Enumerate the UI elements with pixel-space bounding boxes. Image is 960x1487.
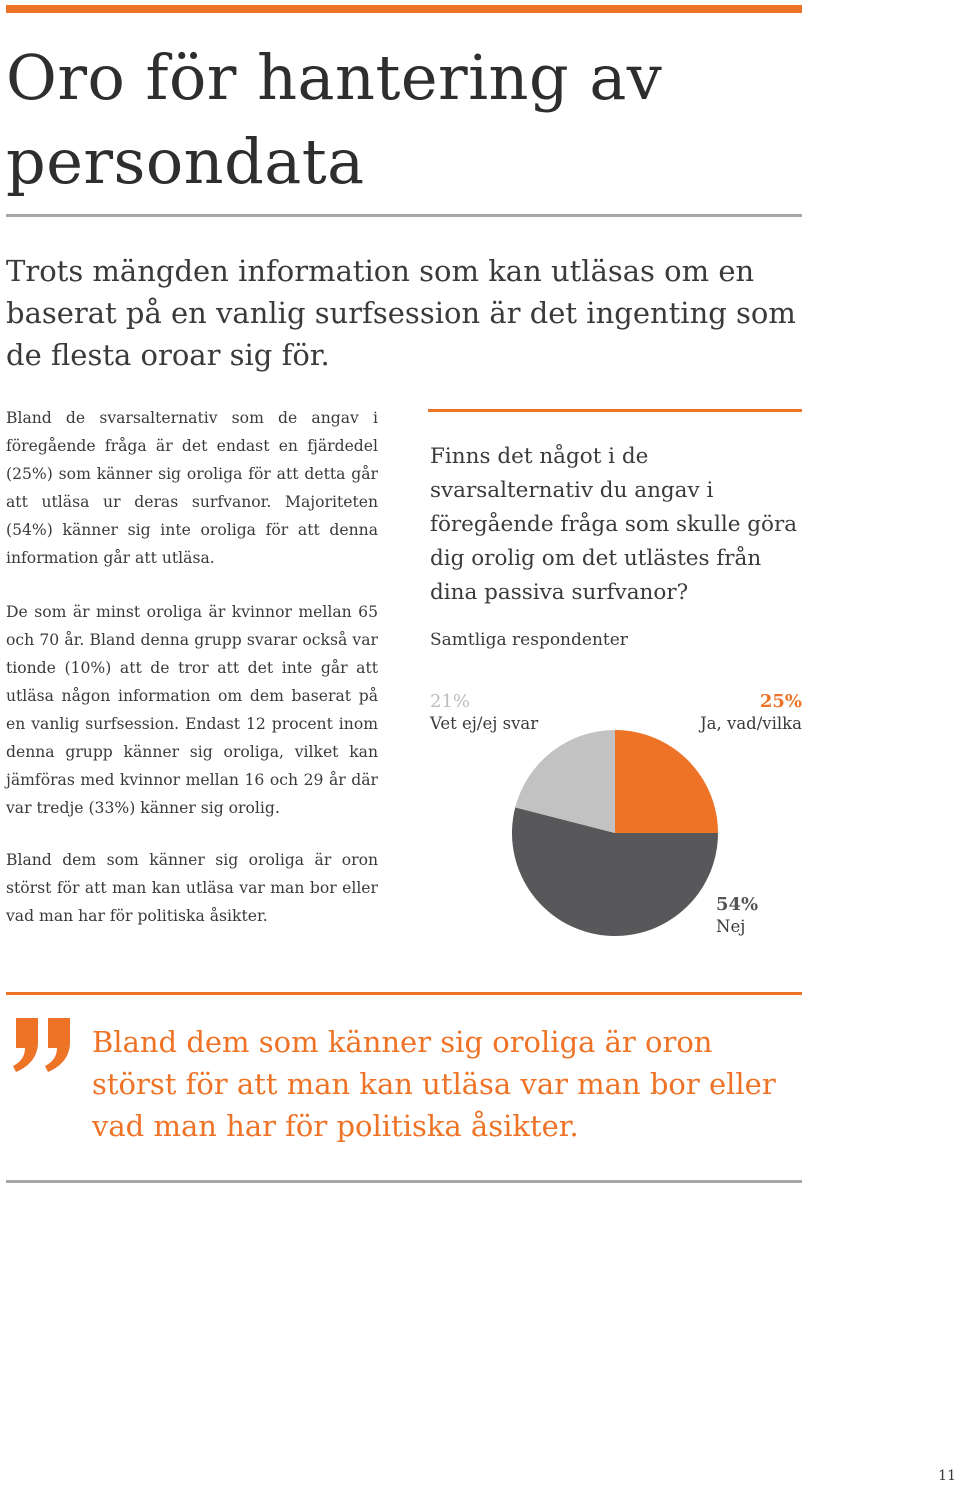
pie-slice-ja-vad-vilka [615,730,718,833]
chart-top-rule [428,409,802,412]
body-text: Bland de svarsalternativ som de angav i föregående fråga är det endast en fjärdedel (25%) som känner sig oroliga för att detta går att utläsa ur deras surfvanor. Majoriteten (54%) känner sig inte oroliga för att denna information går att utläsa. [6,409,378,567]
page-number: 11 [938,1468,956,1484]
quote-icon [8,1016,78,1076]
slice-name-nej: Nej [716,917,746,936]
chart-question: Finns det något i de svarsalternativ du angav i föregående fråga som skulle göra dig orolig om det utlästes från dina passiva surfvanor? [430,444,798,605]
slice-label-nej [716,894,758,938]
pullquote-top-rule [6,992,802,995]
body-paragraph-2 [6,598,378,822]
body-text: Bland dem som känner sig oroliga är oron störst för att man kan utläsa var man bor eller vad man har för politiska åsikter. [6,851,378,925]
slice-percent-vet-ej: 21% [430,691,471,712]
pie-chart [510,728,720,938]
body-paragraph-3 [6,846,378,930]
lead-paragraph: Trots mängden information som kan utläsas om en baserat på en vanlig surfsession är det ingenting som de flesta oroar sig för. [6,254,796,372]
pullquote-text: Bland dem som känner sig oroliga är oron störst för att man kan utläsa var man bor eller vad man har för politiska åsikter. [92,1025,776,1143]
pullquote-bottom-rule [6,1180,802,1183]
slice-name-vet-ej: Vet ej/ej svar [430,714,539,733]
body-text: De som är minst oroliga är kvinnor mellan 65 och 70 år. Bland denna grupp svarar också var tionde (10%) att de tror att det inte går att utläsa någon information om dem baserat på en vanlig surfsession. Endast 12 procent inom denna grupp känner sig oroliga, vilket kan jämföras med kvinnor mellan 16 och 29 år där var tredje (33%) känner sig orolig. [6,603,378,817]
slice-name-ja: Ja, vad/vilka [700,714,802,733]
page-title: Oro för hantering av persondata [6,41,663,198]
slice-percent-ja: 25% [759,691,802,712]
slice-percent-nej: 54% [716,894,759,915]
title-divider [6,214,802,217]
chart-respondents: Samtliga respondenter [430,630,628,650]
body-paragraph-1 [6,404,378,572]
top-accent-rule [6,5,802,13]
